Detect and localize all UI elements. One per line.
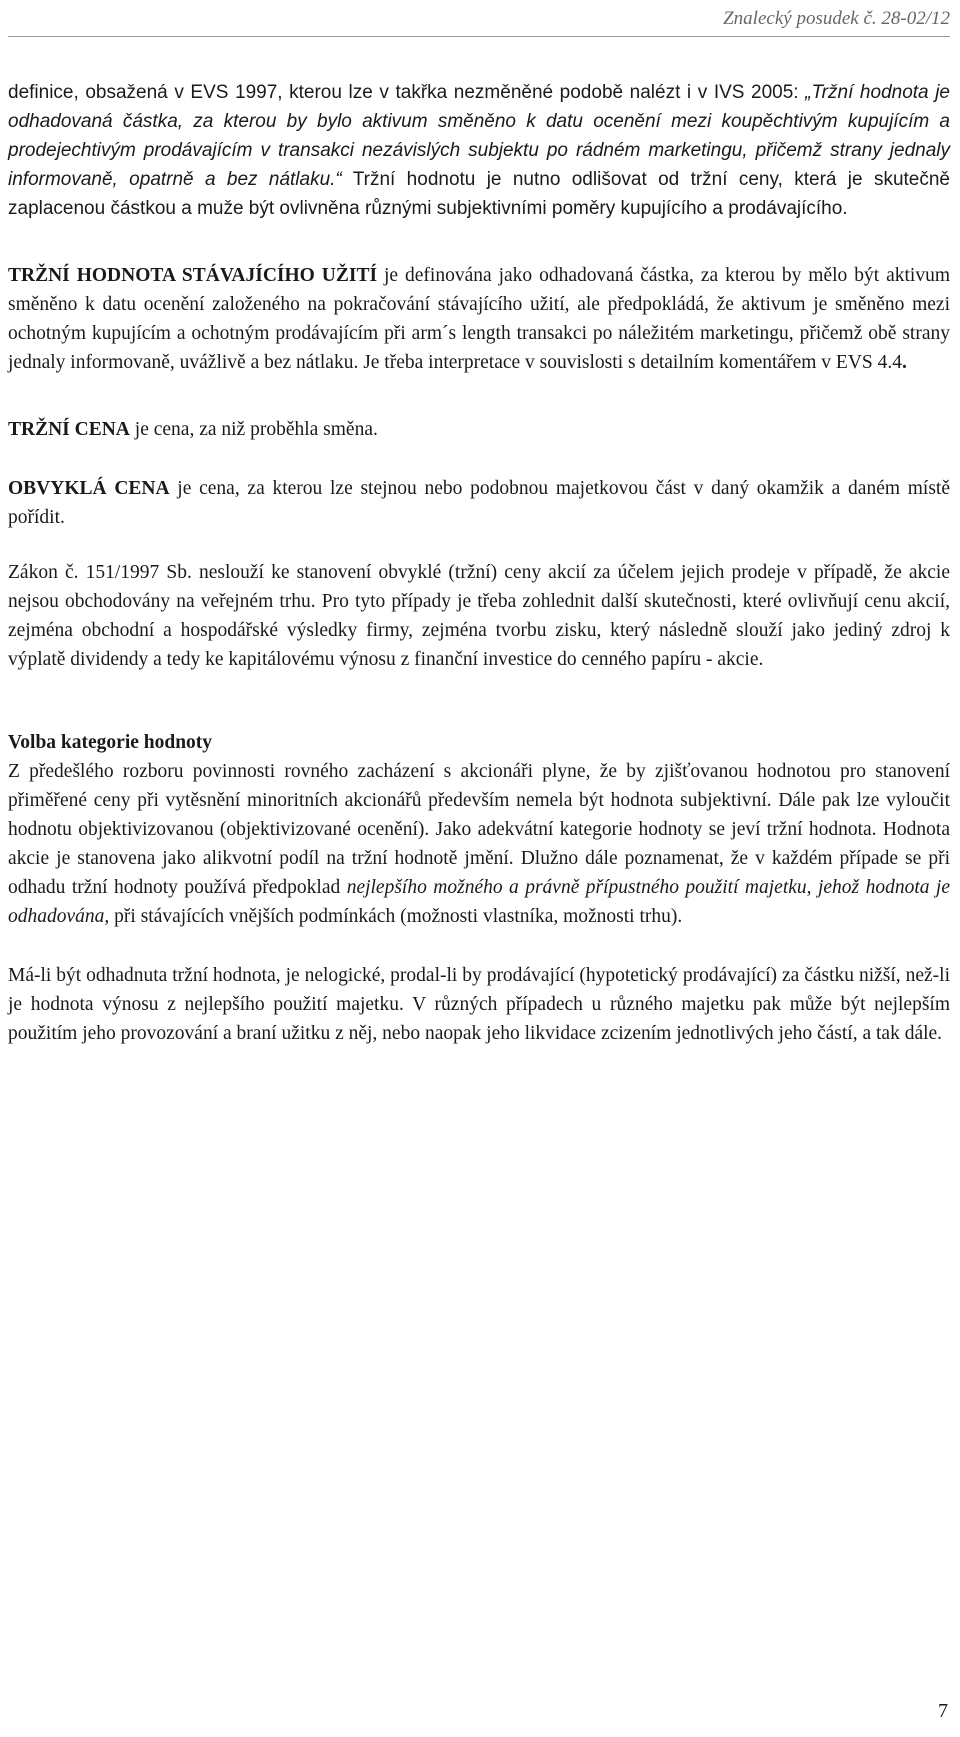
document-body (8, 78, 950, 1048)
value-category-text-b: při stávajících vnějších podmínkách (možnosti vlastníka, možnosti trhu). (109, 906, 683, 927)
paragraph-usual-price (8, 474, 950, 532)
header-divider (8, 36, 950, 37)
paragraph-value-category (8, 757, 950, 931)
market-price-note: Tržní hodnotu je nutno odlišovat od tržní ceny, která je skutečně zaplacenou částkou a muže být ovlivněna různými subjektivními poměry kupujícího a prodávajícího. (8, 169, 950, 219)
term-market-price: TRŽNÍ CENA (8, 419, 130, 440)
page-number: 7 (938, 1700, 948, 1722)
value-category-text-a: Z předešlého rozboru povinnosti rovného zacházení s akcionáři plyne, že by zjišťovanou hodnotou pro stanovení přiměřené ceny při vytěsnění minoritních akcionářů především nemela být hodnota subjektivní. Dále pak lze vyloučit hodnotu objektivizovanou (objektivizované ocenění). Jako adekvátní kategorie hodnoty se jeví tržní hodnota. Hodnota akcie je stanovena jako alikvotní podíl na tržní hodnotě jmění. Dlužno dále poznamenat, že v každém případe se při odhadu tržní hodnoty používá předpoklad (8, 761, 950, 898)
usual-price-text: je cena, za kterou lze stejnou nebo podobnou majetkovou část v daný okamžik a daném místě pořídit. (8, 478, 950, 528)
paragraph-existing-use-value (8, 261, 950, 377)
value-category-italic: nejlepšího možného a právně přípustného použití majetku, jehož hodnota je odhadována, (8, 877, 950, 927)
existing-use-end: . (902, 352, 907, 373)
intro-text: definice, obsažená v EVS 1997, kterou lze v takřka nezměněné podobě nalézt i v IVS 2005: (8, 82, 806, 103)
market-price-text: je cena, za niž proběhla směna. (129, 419, 378, 440)
term-usual-price: OBVYKLÁ CENA (8, 478, 170, 499)
ivs-quote: „Tržní hodnota je odhadovaná částka, za kterou by bylo aktivum směněno k datu ocenění mezi koupěchtivým kupujícím a prodejechtivým prodávajícím v transakci nezávislých subjektu po rádném marketingu, přičemž strany jednaly informovaně, opatrně a bez nátlaku.“ (8, 82, 950, 190)
paragraph-law-151-1997: Zákon č. 151/1997 Sb. neslouží ke stanovení obvyklé (tržní) ceny akcií za účelem jejich prodeje v případě, že akcie nejsou obchodovány na veřejném trhu. Pro tyto případy je třeba zohlednit další skutečnosti, které ovlivňují cenu akcií, zejména obchodní a hospodářské výsledky firmy, zejména tvorbu zisku, který následně slouží jako jediný zdroj k výplatě dividendy a tedy ke kapitálovému výnosu z finanční investice do cenného papíru - akcie. (8, 562, 950, 670)
running-header: Znalecký posudek č. 28-02/12 (723, 8, 950, 29)
existing-use-text: je definována jako odhadovaná částka, za kterou by mělo být aktivum směněno k datu ocenění založeného na pokračování stávajícího užití, ale předpokládá, že aktivum je směněno mezi ochotným kupujícím a ochotným prodávajícím při arm´s length transakci po náležitém marketingu, přičemž obě strany jednaly informovaně, uvážlivě a bez nátlaku. Je třeba interpretace v souvislosti s detailním komentářem v EVS 4.4 (8, 265, 950, 373)
paragraph-market-price (8, 415, 950, 444)
paragraph-best-use: Má-li být odhadnuta tržní hodnota, je nelogické, prodal-li by prodávající (hypotetický prodávající) za částku nižší, než-li je hodnota výnosu z nejlepšího použití majetku. V různých případech u různého majetku pak může být nejlepším použitím jeho provozování a braní užitku z něj, nebo naopak jeho likvidace zcizením jednotlivých jeho částí, a tak dále. (8, 965, 950, 1044)
section-heading: Volba kategorie hodnoty (8, 732, 213, 753)
paragraph-market-value-definition (8, 78, 950, 223)
term-existing-use-value: TRŽNÍ HODNOTA STÁVAJÍCÍHO UŽITÍ (8, 265, 378, 286)
